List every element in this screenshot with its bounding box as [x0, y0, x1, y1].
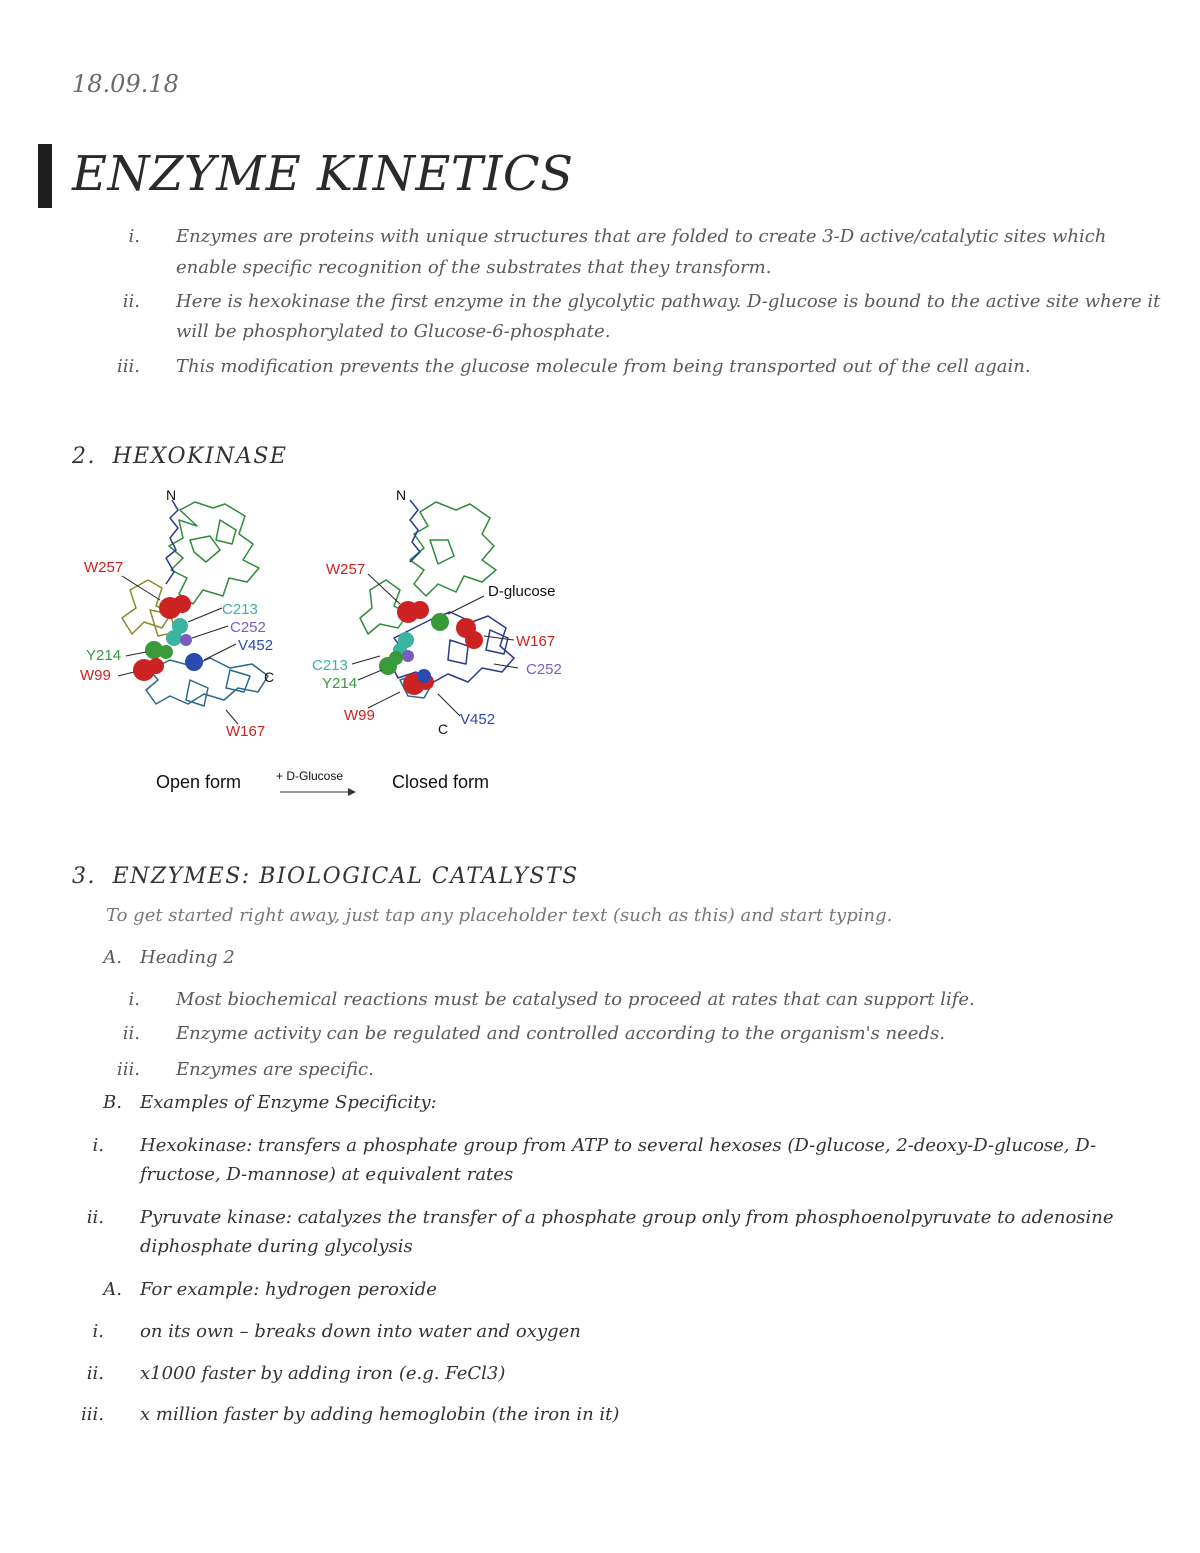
- title-bar-decoration: [38, 144, 52, 208]
- closed-green-backbone: [360, 502, 496, 634]
- reaction-arrowhead: [348, 788, 356, 796]
- list-c-item-3: x million faster by adding hemoglobin (the iron in it): [140, 1404, 620, 1425]
- open-c252-sphere: [180, 634, 192, 646]
- closed-y214-label: Y214: [322, 675, 358, 692]
- list-c-marker-1: i.: [92, 1321, 104, 1342]
- intro-item-1-line-1: Enzymes are proteins with unique structures that are folded to create 3-D active/catalytic sites which: [176, 226, 1107, 247]
- open-teal-backbone: [146, 658, 268, 706]
- closed-w167-label: W167: [516, 633, 556, 650]
- closed-c-label: C: [438, 721, 449, 737]
- list-c-item-2: x1000 faster by adding iron (e.g. FeCl3): [140, 1363, 506, 1384]
- intro-marker-2: ii.: [122, 291, 140, 312]
- list-b-marker-2: ii.: [86, 1207, 104, 1228]
- open-w99-label: W99: [80, 667, 111, 684]
- closed-v452-sphere: [417, 669, 431, 683]
- hexokinase-figure: [70, 480, 590, 810]
- intro-item-1-line-2: enable specific recognition of the substrates that they transform.: [176, 257, 772, 278]
- open-c-label: C: [264, 669, 275, 685]
- page-title: ENZYME KINETICS: [72, 146, 574, 202]
- closed-dglucose-label: D-glucose: [488, 583, 556, 600]
- open-c213-label: C213: [222, 601, 258, 618]
- closed-w99-label: W99: [344, 707, 375, 724]
- open-form-caption: Open form: [156, 772, 242, 792]
- open-n-label: N: [166, 487, 177, 503]
- list-a-marker-3: iii.: [117, 1059, 140, 1080]
- closed-dglucose-sphere: [431, 613, 449, 631]
- list-c-marker-2: ii.: [86, 1363, 104, 1384]
- heading-b-marker: B.: [103, 1092, 122, 1113]
- open-y214-label: Y214: [86, 647, 122, 664]
- list-b-marker-1: i.: [92, 1135, 104, 1156]
- closed-v452-label: V452: [460, 711, 496, 728]
- open-v452-sphere: [185, 653, 203, 671]
- heading-a2-marker: A.: [103, 1279, 122, 1300]
- list-b-item-2-line-1: Pyruvate kinase: catalyzes the transfer of a phosphate group only from phosphoenolpyruvate to adenosine: [140, 1207, 1114, 1228]
- section-2-title: HEXOKINASE: [112, 444, 288, 469]
- intro-item-3-line-1: This modification prevents the glucose molecule from being transported out of the cell again.: [176, 356, 1031, 377]
- placeholder-text[interactable]: To get started right away, just tap any placeholder text (such as this) and start typing.: [106, 905, 893, 926]
- closed-c252-sphere: [402, 650, 414, 662]
- section-2-number: 2.: [72, 444, 96, 469]
- list-c-item-1: on its own – breaks down into water and oxygen: [140, 1321, 581, 1342]
- section-3-number: 3.: [72, 864, 96, 889]
- list-a-item-1: Most biochemical reactions must be catalysed to proceed at rates that can support life.: [176, 989, 975, 1010]
- section-3-heading: [72, 864, 579, 889]
- closed-c252-label: C252: [526, 661, 562, 678]
- heading-a2-text: For example: hydrogen peroxide: [140, 1279, 437, 1300]
- closed-n-label: N: [396, 487, 407, 503]
- section-2-heading: [72, 444, 287, 469]
- heading-a-text: Heading 2: [140, 947, 235, 968]
- date: 18.09.18: [72, 70, 179, 98]
- section-3-title: ENZYMES: BIOLOGICAL CATALYSTS: [112, 864, 579, 889]
- open-w167-label: W167: [226, 723, 266, 740]
- intro-marker-3: iii.: [117, 356, 140, 377]
- open-green-backbone: [169, 502, 259, 604]
- open-c252-label: C252: [230, 619, 266, 636]
- heading-b-text: Examples of Enzyme Specificity:: [140, 1092, 437, 1113]
- list-b-item-1-line-2: fructose, D-mannose) at equivalent rates: [140, 1164, 514, 1185]
- closed-form-caption: Closed form: [392, 772, 490, 792]
- intro-item-2-line-2: will be phosphorylated to Glucose-6-phosphate.: [176, 321, 611, 342]
- list-a-marker-1: i.: [128, 989, 140, 1010]
- list-a-item-2: Enzyme activity can be regulated and controlled according to the organism's needs.: [176, 1023, 945, 1044]
- closed-c213-label: C213: [312, 657, 348, 674]
- list-c-marker-3: iii.: [81, 1404, 104, 1425]
- intro-marker-1: i.: [128, 226, 140, 247]
- closed-w257-label: W257: [326, 561, 366, 578]
- open-w257-label: W257: [84, 559, 124, 576]
- open-v452-label: V452: [238, 637, 274, 654]
- heading-a-marker: A.: [103, 947, 122, 968]
- list-b-item-2-line-2: diphosphate during glycolysis: [140, 1236, 413, 1257]
- arrow-caption: + D-Glucose: [276, 769, 344, 783]
- list-a-item-3: Enzymes are specific.: [176, 1059, 374, 1080]
- list-a-marker-2: ii.: [122, 1023, 140, 1044]
- list-b-item-1-line-1: Hexokinase: transfers a phosphate group from ATP to several hexoses (D-glucose, 2-deoxy-D-glucose, D-: [140, 1135, 1097, 1156]
- intro-item-2-line-1: Here is hexokinase the first enzyme in the glycolytic pathway. D-glucose is bound to the active site where it: [176, 291, 1161, 312]
